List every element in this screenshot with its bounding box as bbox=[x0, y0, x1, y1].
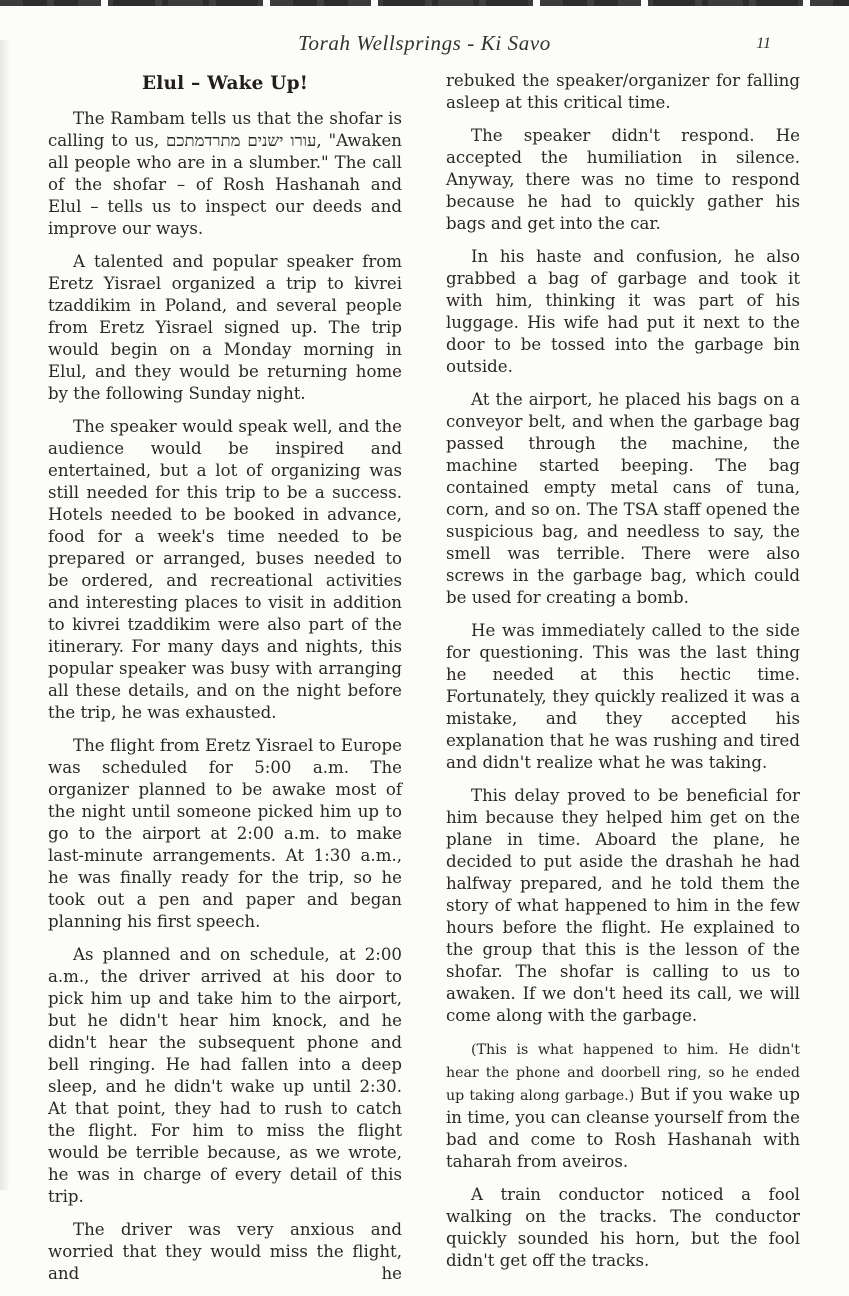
paragraph-driver-arrived: As planned and on schedule, at 2:00 a.m., the driver arrived at his door to pick him up and take him to the airport, but he didn't hear him knock, and he didn't hear the subsequent phone and bell ringing. He had fallen into a deep sleep, and he didn't wake up until 2:30. At that point, they had to rush to catch the flight. For him to miss the flight would be terrible because, as we wrote, he was in charge of every detail of this trip. bbox=[48, 945, 402, 1206]
right-column bbox=[446, 70, 800, 1296]
paragraph-train-conductor: A train conductor noticed a fool walking on the tracks. The conductor quickly sounded his horn, but the fool didn't get off the tracks. bbox=[446, 1185, 800, 1270]
paragraph-organizing: The speaker would speak well, and the audience would be inspired and entertained, but a lot of organizing was still needed for this trip to be a success. Hotels needed to be booked in advance, food for a week's time needed to be prepared or arranged, buses needed to be ordered, and recreational activities and interesting places to visit in addition to kivrei tzaddikim were also part of the itinerary. For many days and nights, this popular speaker was busy with arranging all these details, and on the night before the trip, he was exhausted. bbox=[48, 417, 402, 722]
paragraph-flight-schedule: The flight from Eretz Yisrael to Europe was scheduled for 5:00 a.m. The organizer planned to be awake most of the night until someone picked him up to go to the airport at 2:00 a.m. to make last-minute arrangements. At 1:30 a.m., he was finally ready for the trip, so he took out a pen and paper and began planning his first speech. bbox=[48, 736, 402, 931]
paragraph-wake-in-time bbox=[446, 1038, 800, 1173]
two-column-body bbox=[48, 70, 800, 1296]
paragraph-rebuked: rebuked the speaker/organizer for falling asleep at this critical time. bbox=[446, 71, 800, 112]
parenthetical-note: (This is what happened to him. He didn't hear the phone and doorbell ring, so he ended up taking along garbage.) bbox=[446, 1042, 800, 1104]
paragraph-no-respond: The speaker didn't respond. He accepted the humiliation in silence. Anyway, there was no time to respond because he had to quickly gather his bags and get into the car. bbox=[446, 126, 800, 233]
paragraph-airport-beeping: At the airport, he placed his bags on a conveyor belt, and when the garbage bag passed through the machine, the machine started beeping. The bag contained empty metal cans of tuna, corn, and so on. The TSA staff opened the suspicious bag, and needless to say, the smell was terrible. There were also screws in the garbage bag, which could be used for creating a bomb. bbox=[446, 390, 800, 607]
page-header bbox=[0, 31, 849, 56]
header-title: Torah Wellsprings - Ki Savo bbox=[298, 31, 551, 55]
section-heading: Elul – Wake Up! bbox=[141, 73, 309, 94]
page-number: 11 bbox=[756, 35, 771, 52]
paragraph-questioning: He was immediately called to the side for questioning. This was the last thing he needed at this hectic time. Fortunately, they quickly realized it was a mistake, and they accepted his explanation that he was rushing and tired and didn't realize what he was taking. bbox=[446, 621, 800, 772]
paragraph-driver-anxious: The driver was very anxious and worried that they would miss the flight, and he bbox=[48, 1220, 402, 1283]
paragraph-delay-beneficial: This delay proved to be beneficial for him because they helped him get on the plane in time. Aboard the plane, he decided to put aside the drashah he had halfway prepared, and he told them the story of what happened to him in the few hours before the flight. He explained to the group that this is the lesson of the shofar. The shofar is calling to us to awaken. If we don't heed its call, we will come along with the garbage. bbox=[446, 786, 800, 1025]
paragraph-speaker-trip: A talented and popular speaker from Eretz Yisrael organized a trip to kivrei tzaddikim in Poland, and several people from Eretz Yisrael signed up. The trip would begin on a Monday morning in Elul, and they would be returning home by the following Sunday night. bbox=[48, 252, 402, 403]
paragraph-rambam-shofar: The Rambam tells us that the shofar is calling to us, עורו ישנים מתרדמתכם, "Awaken all people who are in a slumber." The call of the shofar – of Rosh Hashanah and Elul – tells us to inspect our deeds and improve our ways. bbox=[48, 109, 402, 238]
scan-artifact-left bbox=[0, 40, 10, 1190]
scan-artifact-top bbox=[0, 0, 849, 6]
left-column bbox=[48, 70, 402, 1296]
paragraph-garbage-bag: In his haste and confusion, he also grabbed a bag of garbage and took it with him, thinking it was part of his luggage. His wife had put it next to the door to be tossed into the garbage bin outside. bbox=[446, 247, 800, 376]
paragraph-continuation: But if you wake up in time, you can cleanse yourself from the bad and come to Rosh Hashanah with taharah from aveiros. bbox=[446, 1085, 800, 1171]
